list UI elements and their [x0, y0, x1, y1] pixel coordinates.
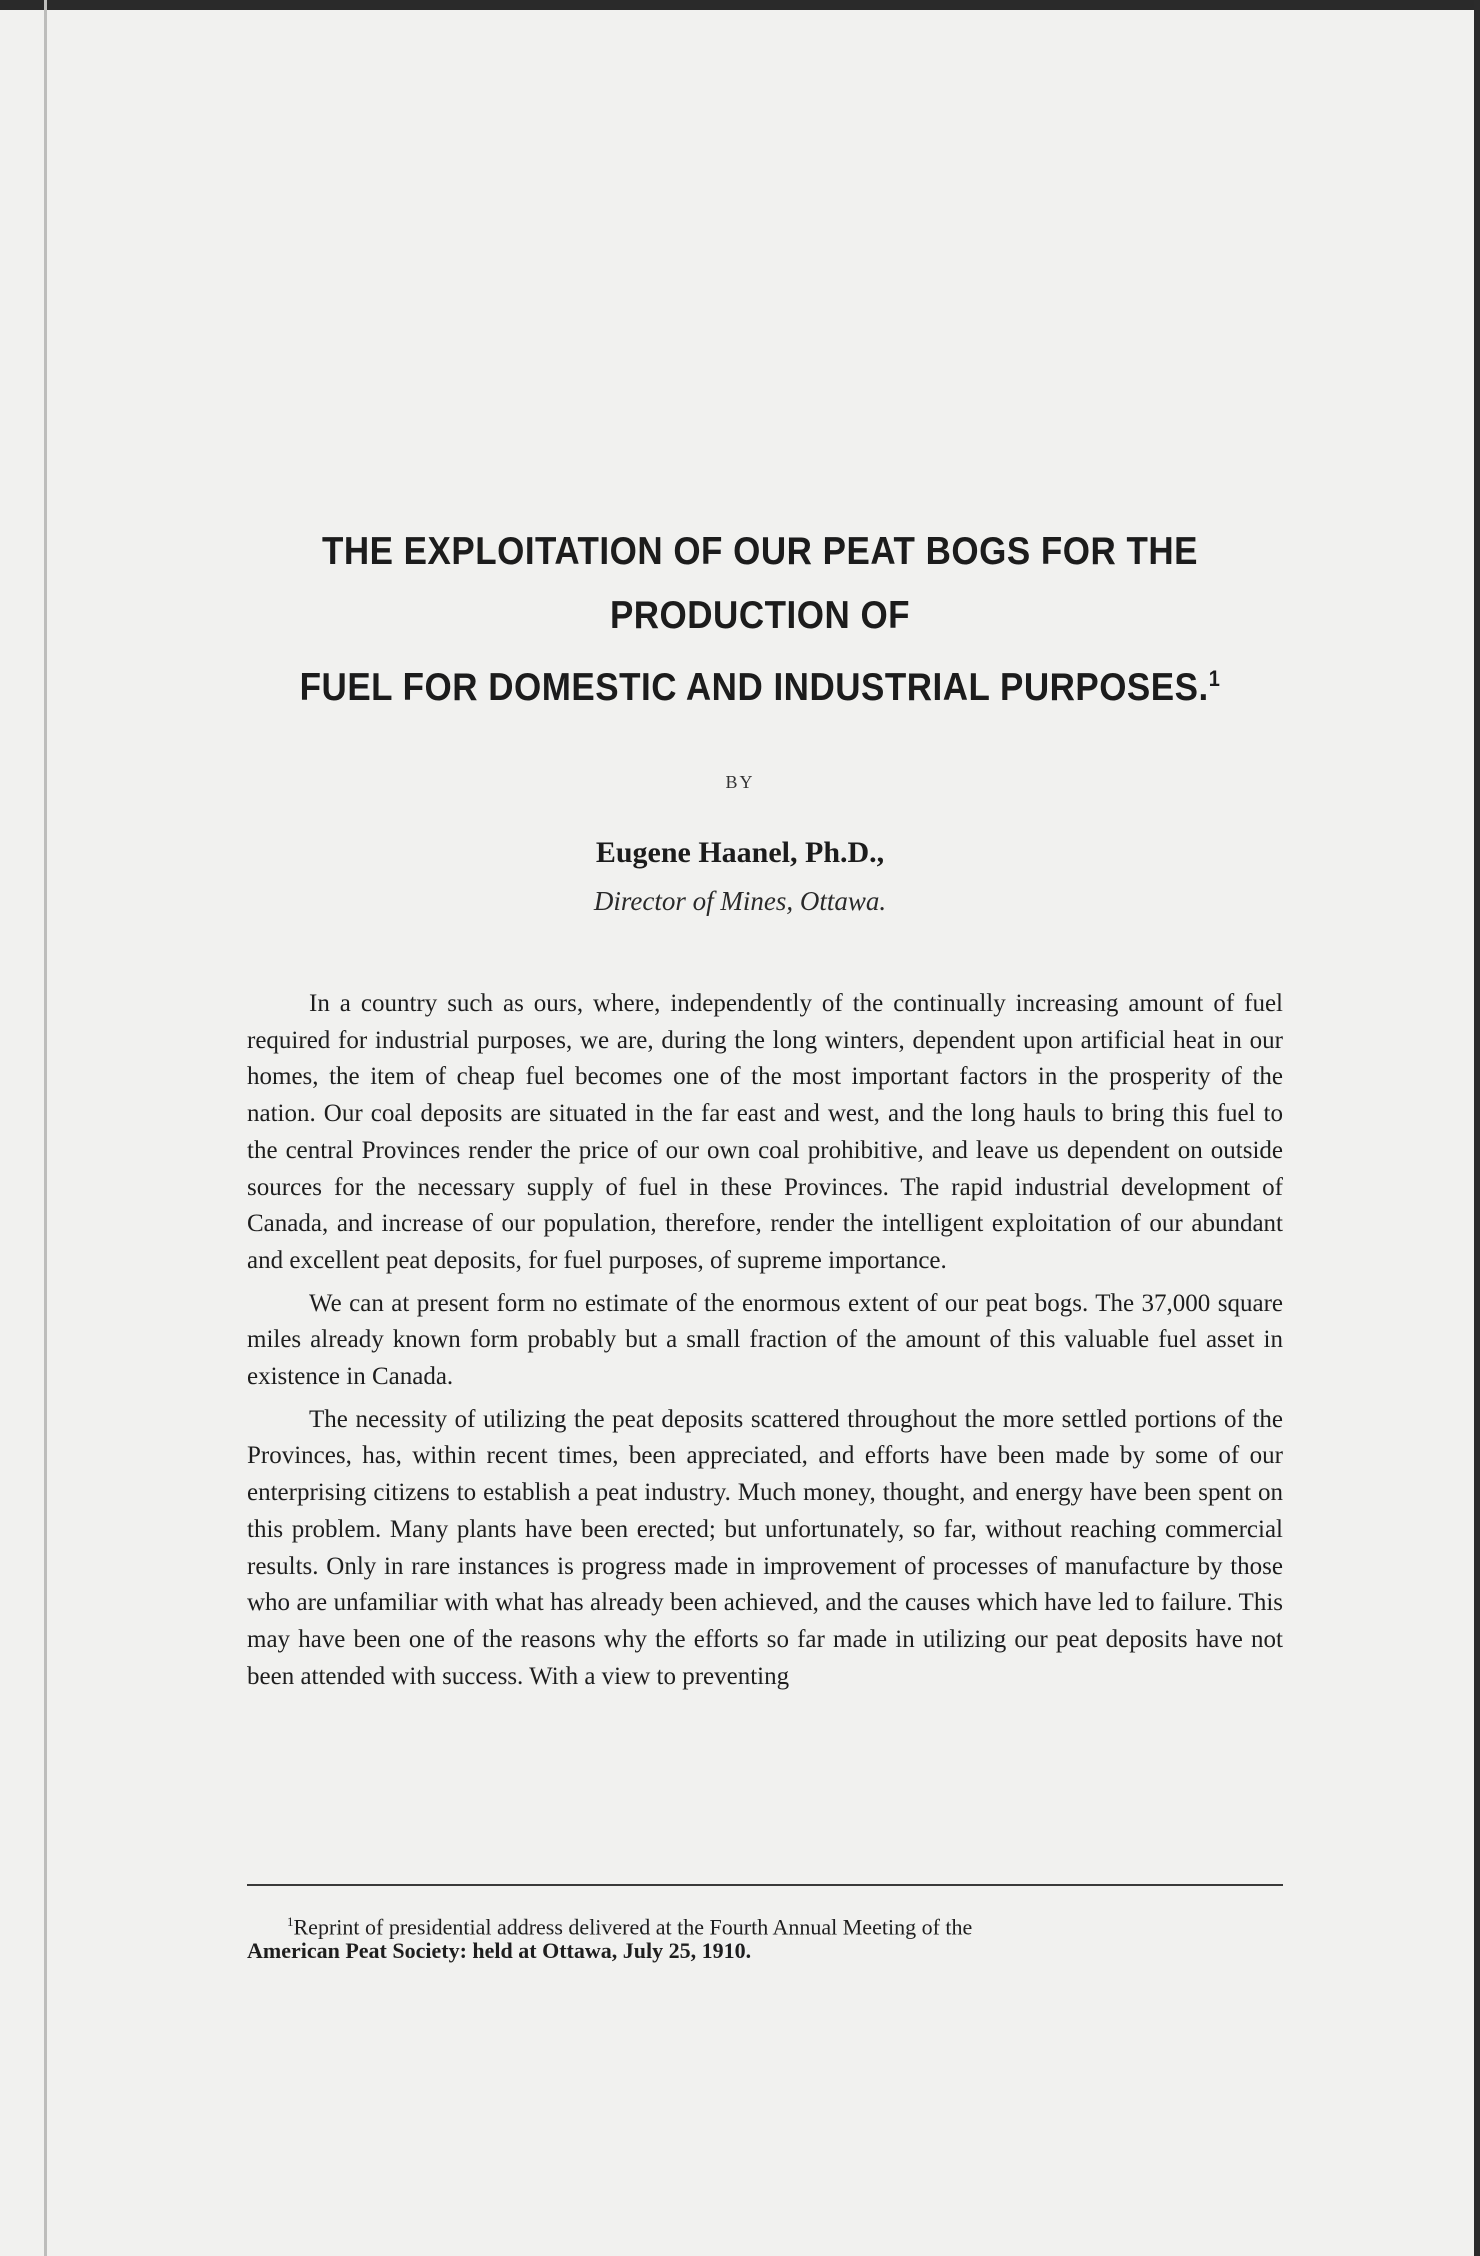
scan-top-border: [0, 0, 1480, 10]
article-title: [200, 520, 1320, 720]
title-line-2-text: FUEL FOR DOMESTIC AND INDUSTRIAL PURPOSES.: [299, 665, 1209, 709]
byline-by: BY: [725, 772, 755, 792]
article-body: [247, 986, 1283, 1701]
footnote-text-1: Reprint of presidential address delivered at the Fourth Annual Meeting of the: [293, 1914, 973, 1940]
scan-left-edge: [44, 0, 47, 2256]
paragraph-3: The necessity of utilizing the peat deposits scattered throughout the more settled portions of the Provinces, has, within recent times, been appreciated, and efforts have been made by some of our enterprising citizens to establish a peat industry. Much money, thought, and energy have been spent on this problem. Many plants have been erected; but unfortunately, so far, without reaching commercial results. Only in rare instances is progress made in improvement of processes of manufacture by those who are unfamiliar with what has already been achieved, and the causes which have led to failure. This may have been one of the reasons why the efforts so far made in utilizing our peat deposits have not been attended with success. With a view to preventing: [247, 1405, 1283, 1690]
paragraph-2: We can at present form no estimate of the enormous extent of our peat bogs. The 37,000 square miles already known form probably but a small fraction of the amount of this valuable fuel asset in existence in Canada.: [247, 1289, 1283, 1391]
title-line-2: [200, 648, 1320, 720]
title-footnote-marker: 1: [1208, 667, 1221, 692]
footnote-line-1: [247, 1910, 1283, 1939]
author-affiliation: Director of Mines, Ottawa.: [593, 886, 887, 916]
footnote: [247, 1910, 1283, 1963]
footnote-marker: 1: [287, 1914, 294, 1929]
paragraph-1: In a country such as ours, where, independently of the continually increasing amount of fuel required for industrial purposes, we are, during the long winters, dependent upon artificial heat in our homes, the item of cheap fuel becomes one of the most important factors in the prosperity of the nation. Our coal deposits are situated in the far east and west, and the long hauls to bring this fuel to the central Provinces render the price of our own coal prohibitive, and leave us dependent on outside sources for the necessary supply of fuel in these Provinces. The rapid industrial development of Canada, and increase of our population, therefore, render the intelligent exploitation of our abundant and excellent peat deposits, for fuel purposes, of supreme importance.: [247, 990, 1283, 1274]
scan-right-border: [1474, 0, 1480, 2256]
footnote-text-2: American Peat Society: held at Ottawa, July 25, 1910.: [247, 1938, 752, 1964]
author-name: Eugene Haanel, Ph.D.,: [595, 836, 885, 869]
footnote-divider: [247, 1884, 1283, 1886]
title-line-1: THE EXPLOITATION OF OUR PEAT BOGS FOR THE PRODUCTION OF: [321, 529, 1199, 637]
